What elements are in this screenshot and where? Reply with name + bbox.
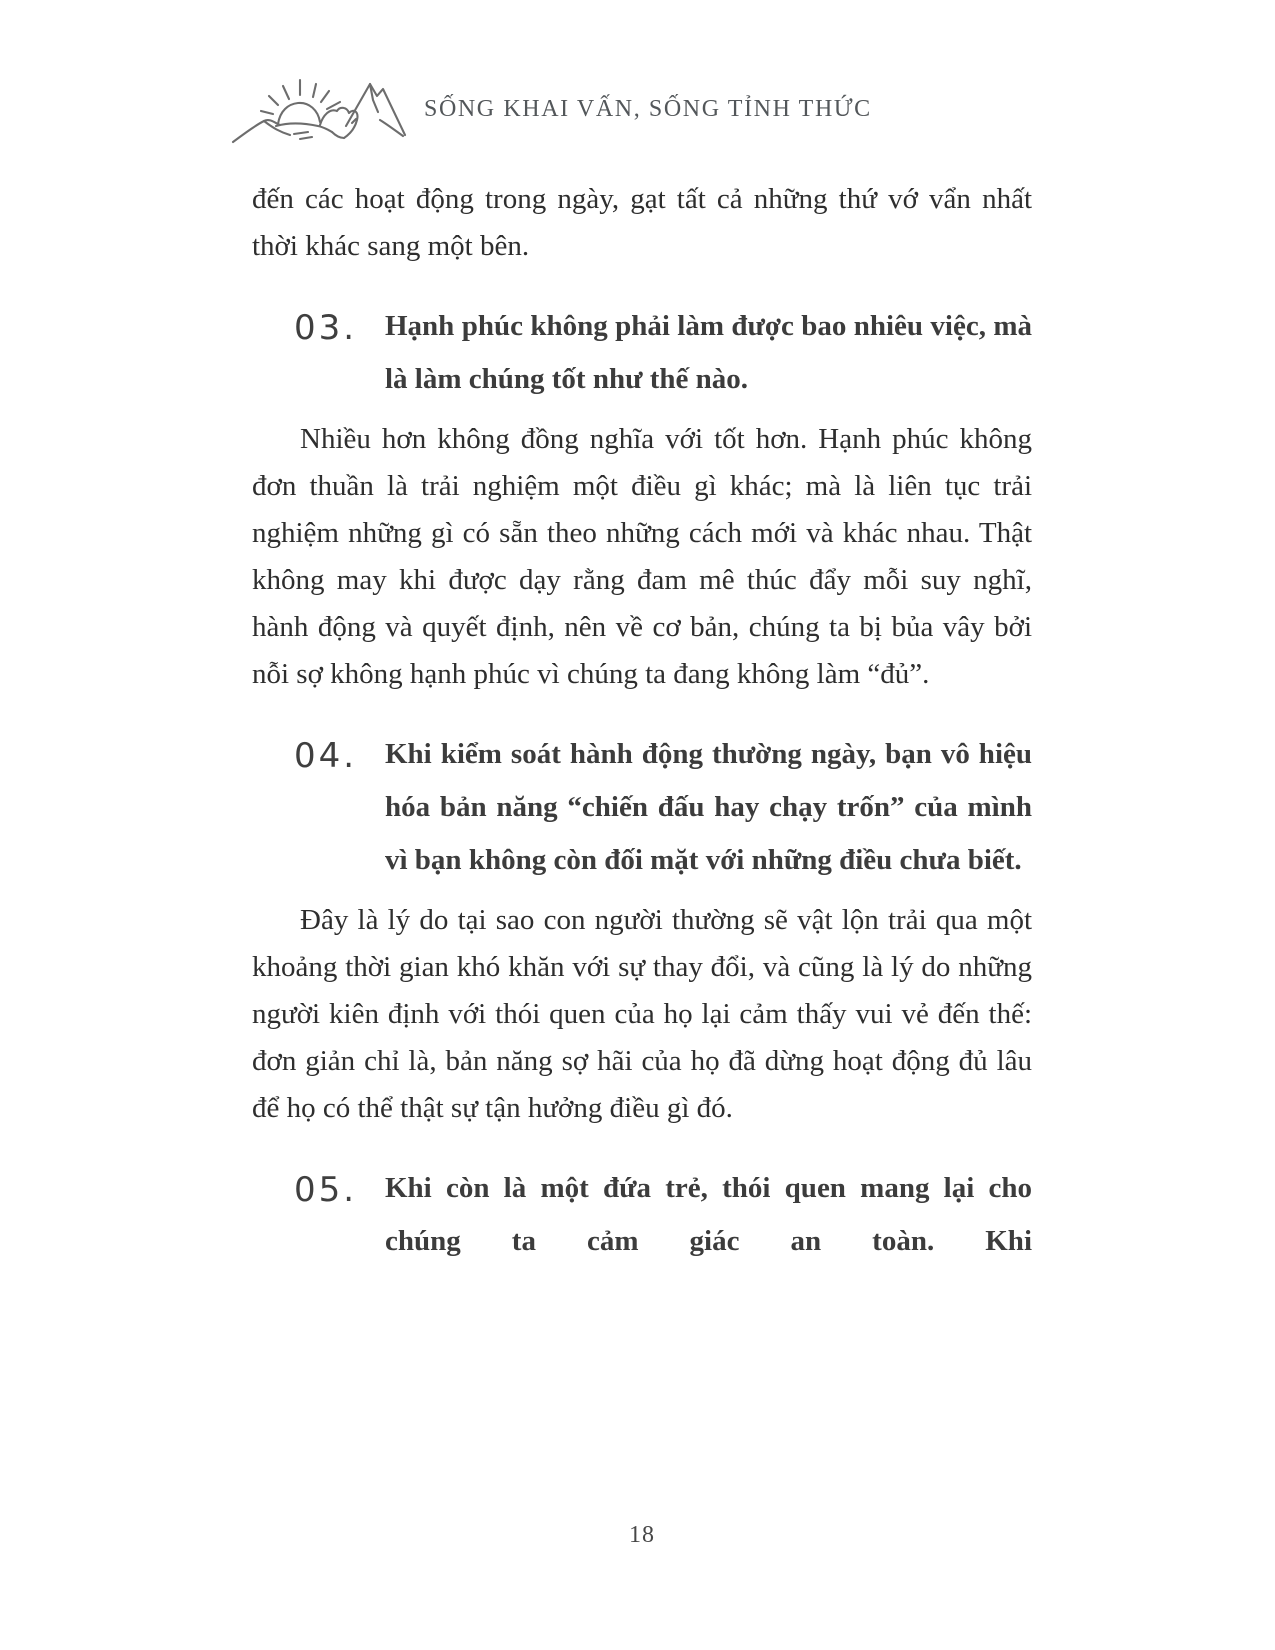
page-content: [252, 176, 1032, 1278]
section-heading: [252, 1162, 1032, 1268]
running-head-title: SỐNG KHAI VẤN, SỐNG TỈNH THỨC: [424, 95, 872, 122]
body-paragraph: Nhiều hơn không đồng nghĩa với tốt hơn. Hạnh phúc không đơn thuần là trải nghiệm một điều gì khác; mà là liên tục trải nghiệm những gì có sẵn theo những cách mới và khác nhau. Thật không may khi được dạy rằng đam mê thúc đẩy mỗi suy nghĩ, hành động và quyết định, nên về cơ bản, chúng ta bị bủa vây bởi nỗi sợ không hạnh phúc vì chúng ta đang không làm “đủ”.: [252, 423, 1032, 690]
page-footer: [252, 1522, 1032, 1549]
section-number: 05.: [294, 1170, 358, 1210]
body-paragraph: Đây là lý do tại sao con người thường sẽ vật lộn trải qua một khoảng thời gian khó khăn với sự thay đổi, và cũng là lý do những người kiên định với thói quen của họ lại cảm thấy vui vẻ đến thế: đơn giản chỉ là, bản năng sợ hãi của họ đã dừng hoạt động đủ lâu để họ có thể thật sự tận hưởng điều gì đó.: [252, 904, 1032, 1124]
section-heading-text: Khi còn là một đứa trẻ, thói quen mang lại cho chúng ta cảm giác an toàn. Khi: [385, 1172, 1032, 1257]
page-header: [228, 62, 872, 150]
page-number: 18: [629, 1522, 655, 1548]
body-paragraph: đến các hoạt động trong ngày, gạt tất cả những thứ vớ vẩn nhất thời khác sang một bên.: [252, 183, 1032, 262]
section-number: 03.: [294, 308, 358, 348]
section-heading: [252, 300, 1032, 406]
section-heading: [252, 728, 1032, 887]
mountains-sunrise-icon: [228, 62, 410, 150]
section-heading-text: Khi kiểm soát hành động thường ngày, bạn vô hiệu hóa bản năng “chiến đấu hay chạy trốn” của mình vì bạn không còn đối mặt với những điều chưa biết.: [385, 738, 1032, 876]
section-heading-text: Hạnh phúc không phải làm được bao nhiêu việc, mà là làm chúng tốt như thế nào.: [385, 310, 1032, 395]
section-number: 04.: [294, 736, 358, 776]
